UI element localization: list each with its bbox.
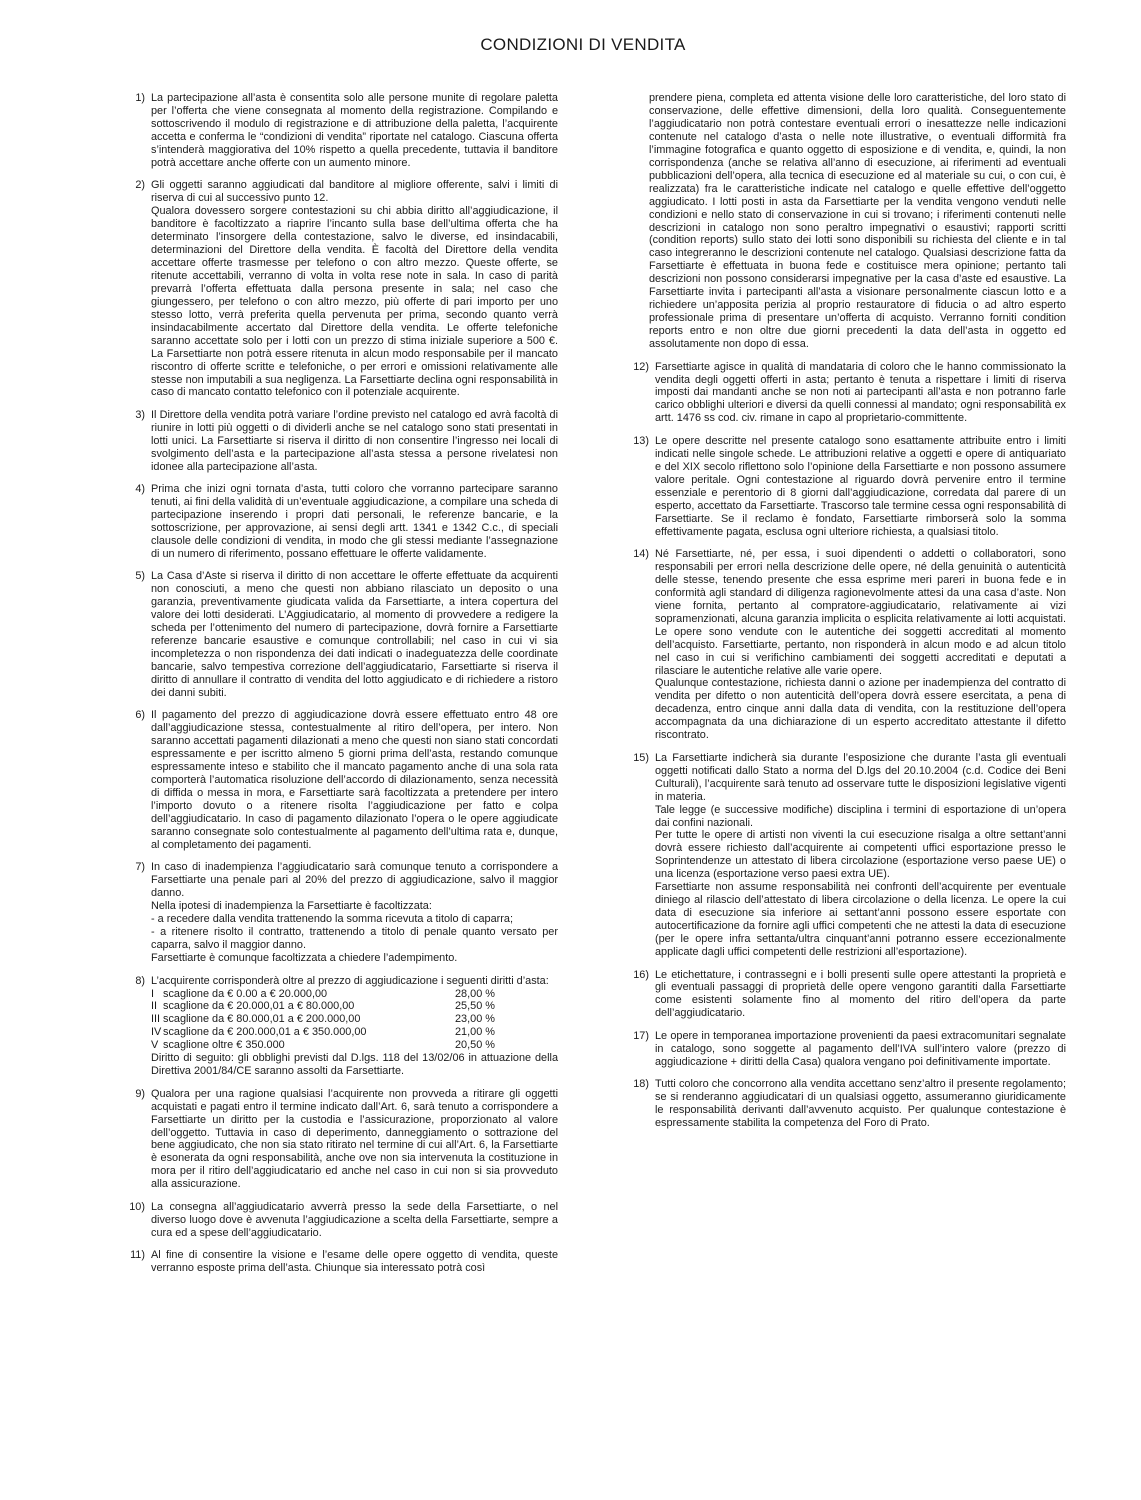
clause-number: 1): [135, 92, 145, 104]
clause-1: [118, 92, 558, 170]
clause-paragraph: Farsettiarte non assume responsabilità nei confronti dell’acquirente per eventuale diniego al rilascio dell’attestato di libera circolazione o della licenza. Le opere la cui data di esecuzione sia inferiore ai settant’anni possono essere esportate con autocertificazione da fornire agli uffici competenti che ne attesti la data di esecuzione (per le opere infra settanta/ultra cinquant’anni potranno essere eccezionalmente applicate dagli uffici competenti delle restrizioni all’esportazione).: [655, 881, 1066, 959]
clause-body: [151, 483, 558, 561]
clause-paragraph: Prima che inizi ogni tornata d’asta, tutti coloro che vorranno partecipare saranno tenuti, ai fini della validità di un’eventuale aggiudicazione, a compilare una scheda di partecipazione inserendo i propri dati personali, le referenze bancarie, e la sottoscrizione, per approvazione, ai sensi degli artt. 1341 e 1342 C.c., di speciali clausole delle condizioni di vendita, in modo che gli stessi mediante l’assegnazione di un numero di riferimento, possano effettuare le offerte validamente.: [151, 483, 558, 560]
clause-11-continuation: prendere piena, completa ed attenta visione delle loro caratteristiche, del loro stato di conservazione, delle effettive dimensioni, della loro qualità. Conseguentemente l’aggiudicatario non potrà contestare eventuali errori o inesattezze nelle indicazioni contenute nel catalogo d’asta o nelle note illustrative, o eventuali difformità fra l’immagine fotografica e quanto oggetto di esposizione e di vendita, e, quindi, la non corrispondenza (anche se relativa all’anno di esecuzione, ai riferimenti ad eventuali pubblicazioni dell’opera, alla tecnica di esecuzione ed al materiale su cui, o con cui, è realizzata) fra le caratteristiche indicate nel catalogo e quelle effettive dell’oggetto aggiudicato. I lotti posti in asta da Farsettiarte per la vendita vengono venduti nelle condizioni e nello stato di conservazione in cui si trovano; i riferimenti contenuti nelle descrizioni in catalogo non sono peraltro impegnativi o esaustivi; rapporti scritti (condition reports) sullo stato dei lotti sono disponibili su richiesta del cliente e in tal caso integreranno le descrizioni contenute nel catalogo. Qualsiasi descrizione fatta da Farsettiarte è effettuata in buona fede e costituisce mera opinione; pertanto tali descrizioni non possono considerarsi impegnative per la casa d’aste ed esaustive. La Farsettiarte invita i partecipanti all’asta a visionare personalmente ciascun lotto e a richiedere un’apposita perizia al proprio restauratore di fiducia o ad altro esperto professionale prima di presentare un’offerta di acquisto. Verranno forniti condition reports entro e non oltre due giorni precedenti la data dell’asta in oggetto ed assolutamente non dopo di essa.: [649, 92, 1066, 351]
clause-paragraph: Le opere descritte nel presente catalogo sono esattamente attribuite entro i limiti indicati nelle singole schede. Le attribuzioni relative a oggetti e opere di antiquariato e del XIX secolo riflettono solo l’opinione della Farsettiarte e non possono assumere valore peritale. Ogni contestazione al riguardo dovrà pervenire entro il termine essenziale e perentorio di 8 giorni dall’aggiudicazione, corredata dal parere di un esperto, accettato da Farsettiarte. Trascorso tale termine cessa ogni responsabilità di Farsettiarte. Se il reclamo è fondato, Farsettiarte rimborserà solo la somma effettivamente pagata, esclusa ogni ulteriore richiesta, a qualsiasi titolo.: [655, 434, 1066, 538]
clause-body: [655, 548, 1066, 742]
clause-body: [655, 969, 1066, 1021]
fee-bracket-row: [151, 1013, 558, 1026]
clause-number: 3): [135, 408, 145, 421]
clause-number: 14): [633, 547, 649, 560]
left-column: [118, 92, 558, 1285]
bracket-roman: IV: [151, 1026, 162, 1039]
clause-body: [151, 709, 558, 851]
clause-body: [655, 361, 1066, 426]
clause-18: [622, 1078, 1066, 1130]
fee-bracket-row: [151, 1039, 558, 1052]
clause-number: 2): [135, 179, 145, 192]
bracket-roman: I: [151, 987, 155, 1000]
clause-paragraph: In caso di inadempienza l’aggiudicatario sarà comunque tenuto a corrispondere a Farsettiarte una penale pari al 20% del prezzo di aggiudicazione, salvo il maggior danno.: [151, 861, 558, 900]
clause-body: [151, 1201, 558, 1240]
clause-body: [655, 1030, 1066, 1069]
fee-brackets-list: [151, 988, 558, 1053]
clause-paragraph: Il Direttore della vendita potrà variare l’ordine previsto nel catalogo ed avrà facoltà di riunire in lotti più oggetti o di dividerli anche se nel catalogo sono stati presentati in lotti unici. La Farsettiarte si riserva il diritto di non consentire l’ingresso nei locali di svolgimento dell’asta e la partecipazione all’asta stessa a persone rivelatesi non idonee alla partecipazione all’asta.: [151, 408, 558, 473]
bracket-label: scaglione da € 20.000,01 a € 80.000,00: [163, 1000, 355, 1013]
clause-number: 9): [135, 1087, 145, 1100]
clause-body: [655, 752, 1066, 959]
bracket-roman: V: [151, 1039, 159, 1052]
clause-paragraph: Tutti coloro che concorrono alla vendita accettano senz’altro il presente regolamento; se si renderanno aggiudicatari di un qualsiasi oggetto, assumeranno giuridicamente le responsabilità derivanti dall’avvenuto acquisto. Per qualunque contestazione è espressamente stabilita la competenza del Foro di Prato.: [655, 1078, 1066, 1130]
clause-paragraph: La consegna all’aggiudicatario avverrà presso la sede della Farsettiarte, o nel diverso luogo dove è avvenuta l’aggiudicazione a scelta della Farsettiarte, sempre a cura ed a spese dell’aggiudicatario.: [151, 1200, 558, 1239]
clause-number: 15): [633, 751, 649, 764]
fee-bracket-row: [151, 1000, 558, 1013]
clause-number: 12): [633, 360, 649, 373]
clause-number: 11): [130, 1249, 145, 1262]
clause-number: 5): [135, 570, 145, 583]
clause-paragraph: L’acquirente corrisponderà oltre al prezzo di aggiudicazione i seguenti diritti d’asta:: [151, 974, 549, 987]
clause-number: 4): [135, 483, 145, 496]
clause-body: [151, 409, 558, 474]
right-column: [622, 92, 1066, 1139]
clause-paragraph: Diritto di seguito: gli obblighi previsti dal D.lgs. 118 del 13/02/06 in attuazione della Direttiva 2001/84/CE saranno assolti da Farsettiarte.: [151, 1052, 558, 1078]
clause-body: [151, 1088, 558, 1192]
clause-4: [118, 483, 558, 561]
clause-number: 17): [633, 1029, 649, 1042]
clause-number: 8): [135, 974, 145, 987]
bracket-percentage: 21,00 %: [455, 1026, 495, 1039]
bracket-label: scaglione da € 0.00 a € 20.000,00: [163, 987, 328, 1000]
clause-body: [655, 1078, 1066, 1130]
clause-body: [151, 92, 558, 170]
bracket-percentage: 25,50 %: [455, 1000, 495, 1013]
clause-15: [622, 752, 1066, 959]
clause-16: [622, 969, 1066, 1021]
clause-paragraph: Qualora per una ragione qualsiasi l’acquirente non provveda a ritirare gli oggetti acquistati e pagati entro il termine indicato dall’Art. 6, sarà tenuto a corrispondere a Farsettiarte un diritto per la custodia e l’assicurazione, proporzionato al valore dell’oggetto. Tuttavia in caso di deperimento, danneggiamento o sottrazione del bene aggiudicato, che non sia stato ritirato nel termine di cui all’Art. 6, la Farsettiarte è esonerata da ogni responsabilità, anche ove non sia intervenuta la costituzione in mora per il ritiro dell’aggiudicatario ed anche nel caso in cui non si sia provveduto alla assicurazione.: [151, 1087, 558, 1191]
clause-paragraph: La partecipazione all’asta è consentita solo alle persone munite di regolare paletta per l’offerta che viene consegnata al momento della registrazione. Compilando e sottoscrivendo il modulo di registrazione e di attribuzione della paletta, l’acquirente accetta e conferma le “condizioni di vendita” riportate nel catalogo. Ciascuna offerta s’intenderà maggiorativa del 10% rispetto a quella precedente, tuttavia il banditore potrà accettare anche offerte con un aumento minore.: [151, 92, 558, 169]
clause-paragraph: Farsettiarte è comunque facoltizzata a chiedere l’adempimento.: [151, 952, 458, 965]
clause-14: [622, 548, 1066, 742]
fee-bracket-row: [151, 988, 558, 1001]
clause-8: [118, 975, 558, 1079]
clause-13: [622, 435, 1066, 539]
clause-body: [655, 435, 1066, 539]
clause-9: [118, 1088, 558, 1192]
clause-number: 16): [633, 968, 649, 981]
fee-bracket-row: [151, 1026, 558, 1039]
clause-paragraph: - a ritenere risolto il contratto, trattenendo a titolo di penale quanto versato per caparra, salvo il maggior danno.: [151, 926, 558, 952]
clause-3: [118, 409, 558, 474]
clause-number: 13): [633, 434, 649, 447]
clause-paragraph: Qualunque contestazione, richiesta danni o azione per inadempienza del contratto di vendita per difetto o non autenticità dell’opera dovrà essere esercitata, a pena di decadenza, entro cinque anni dalla data di vendita, con la restituzione dell’opera accompagnata da una dichiarazione di un esperto accreditato attestante il difetto riscontrato.: [655, 677, 1066, 742]
clause-paragraph: - a recedere dalla vendita trattenendo la somma ricevuta a titolo di caparra;: [151, 913, 514, 926]
bracket-roman: III: [151, 1013, 161, 1026]
bracket-percentage: 20,50 %: [455, 1039, 495, 1052]
clause-number: 7): [135, 861, 145, 874]
bracket-percentage: 28,00 %: [455, 987, 495, 1000]
clause-10: [118, 1201, 558, 1240]
clause-paragraph: Tale legge (e successive modifiche) disciplina i termini di esportazione di un’opera dai confini nazionali.: [655, 803, 1066, 829]
clause-paragraph: Il pagamento del prezzo di aggiudicazione dovrà essere effettuato entro 48 ore dall’aggiudicazione stessa, contestualmente al ritiro dell’opera, per intero. Non saranno accettati pagamenti dilazionati a meno che questi non siano stati concordati espressamente e per iscritto almeno 5 giorni prima dell’asta, restando comunque espressamente inteso e stabilito che il mancato pagamento anche di una sola rata comporterà l’automatica risoluzione dell’accordo di dilazionamento, senza necessità di diffida o messa in mora, e Farsettiarte sarà facoltizzata a pretendere per intero l’importo dovuto o a ritenere risolta l’aggiudicazione per fatto e colpa dell’aggiudicatario. In caso di pagamento dilazionato l’opera o le opere aggiudicate saranno consegnate solo contestualmente al pagamento dell’ultima rata e, dunque, al completamento dei pagamenti.: [151, 709, 558, 851]
clause-5: [118, 570, 558, 700]
clause-body: [151, 975, 558, 1079]
clause-body: [151, 179, 558, 399]
page-title: CONDIZIONI DI VENDITA: [480, 35, 686, 54]
clause-paragraph: Qualora dovessero sorgere contestazioni su chi abbia diritto all’aggiudicazione, il banditore è facoltizzato a riaprire l’incanto sulla base dell’ultima offerta che ha determinato l’insorgere della contestazione, salvo le diverse, ed insindacabili, determinazioni del Direttore della vendita. È facoltà del Direttore della vendita accettare offerte trasmesse per telefono o con altro mezzo. Queste offerte, se ritenute accettabili, verranno di volta in volta rese note in sala. In caso di parità prevarrà l’offerta effettuata dalla persona presente in sala; nel caso che giungessero, per telefono o con altro mezzo, più offerte di pari importo per uno stesso lotto, verrà preferita quella pervenuta per prima, secondo quanto verrà insindacabilmente accertato dal Direttore della vendita. Le offerte telefoniche saranno accettate solo per i lotti con un prezzo di stima iniziale superiore a 500 €. La Farsettiarte non potrà essere ritenuta in alcun modo responsabile per il mancato riscontro di offerte scritte e telefoniche, o per errori e omissioni relativamente alle stesse non imputabili a sua negligenza. La Farsettiarte declina ogni responsabilità in caso di mancato contatto telefonico con il potenziale acquirente.: [151, 205, 558, 399]
clause-paragraph: Né Farsettiarte, né, per essa, i suoi dipendenti o addetti o collaboratori, sono responsabili per errori nella descrizione delle opere, né della genuinità o autenticità delle stesse, tenendo presente che essa esprime meri pareri in buona fede e in conformità agli standard di diligenza ragionevolmente attesi da una casa d’aste. Non viene fornita, pertanto al compratore-aggiudicatario, relativamente ai vizi sopramenzionati, alcuna garanzia implicita o esplicita relativamente ai lotti acquistati. Le opere sono vendute con le autentiche dei soggetti accreditati al momento dell’acquisto. Farsettiarte, pertanto, non risponderà in alcun modo e ad alcun titolo nel caso in cui si verifichino cambiamenti dei soggetti accreditati e deputati a rilasciare le autentiche relative alle varie opere.: [655, 547, 1066, 677]
clause-paragraph: Nella ipotesi di inadempienza la Farsettiarte è facoltizzata:: [151, 900, 432, 913]
clause-body: [151, 570, 558, 700]
clause-paragraph: Per tutte le opere di artisti non viventi la cui esecuzione risalga a oltre settant’anni dovrà essere richiesto dall’acquirente ai competenti uffici esportazione presso le Soprintendenze un attestato di libera circolazione (esportazione verso paese UE) o una licenza (esportazione verso paesi extra UE).: [655, 829, 1066, 881]
clause-17: [622, 1030, 1066, 1069]
clause-body: [151, 1249, 558, 1275]
clause-number: 18): [633, 1078, 649, 1091]
clause-2: [118, 179, 558, 399]
bracket-label: scaglione da € 80.000,01 a € 200.000,00: [163, 1013, 361, 1026]
clause-12: [622, 361, 1066, 426]
clause-paragraph: Al fine di consentire la visione e l’esame delle opere oggetto di vendita, queste verranno esposte prima dell’asta. Chiunque sia interessato potrà così: [151, 1249, 558, 1275]
clause-paragraph: La Casa d’Aste si riserva il diritto di non accettare le offerte effettuate da acquirenti non conosciuti, a meno che questi non abbiano rilasciato un deposito o una garanzia, preventivamente giudicata valida da Farsettiarte, a intera copertura del valore dei lotti desiderati. L’Aggiudicatario, al momento di provvedere a redigere la scheda per l’ottenimento del numero di partecipazione, dovrà fornire a Farsettiarte referenze bancarie esaustive e comunque controllabili; nel caso in cui vi sia incompletezza o non rispondenza dei dati indicati o inadeguatezza delle coordinate bancarie, salvo tempestiva correzione dell’aggiudicatario, Farsettiarte si riserva il diritto di annullare il contratto di vendita del lotto aggiudicato e di richiedere a ristoro dei danni subiti.: [151, 570, 558, 699]
clause-paragraph: Farsettiarte agisce in qualità di mandataria di coloro che le hanno commissionato la vendita degli oggetti offerti in asta; pertanto è tenuta a rispettare i limiti di riserva imposti dai mandanti anche se non noti ai partecipanti all’asta e non potranno farle carico obblighi ulteriori e diversi da quelli connessi al mandato; ogni responsabilità ex artt. 1476 ss cod. civ. rimane in capo al proprietario-committente.: [655, 360, 1066, 425]
clause-6: [118, 709, 558, 851]
clause-11: [118, 1249, 558, 1275]
bracket-percentage: 23,00 %: [455, 1013, 495, 1026]
clause-paragraph: Le opere in temporanea importazione provenienti da paesi extracomunitari segnalate in catalogo, sono soggette al pagamento dell’IVA sull’intero valore (prezzo di aggiudicazione + diritti della Casa) qualora vengano poi definitivamente importate.: [655, 1029, 1066, 1068]
bracket-roman: II: [151, 1000, 158, 1013]
clause-number: 10): [129, 1200, 145, 1213]
clause-number: 6): [135, 709, 145, 722]
clause-paragraph: Le etichettature, i contrassegni e i bolli presenti sulle opere attestanti la proprietà e gli eventuali passaggi di proprietà delle opere vengono garantiti dalla Farsettiarte come esistenti solamente fino al momento del ritiro dell’opera da parte dell’aggiudicatario.: [655, 968, 1066, 1020]
bracket-label: scaglione oltre € 350.000: [163, 1039, 285, 1052]
clause-body: [151, 861, 558, 965]
clause-paragraph: Gli oggetti saranno aggiudicati dal banditore al migliore offerente, salvi i limiti di riserva di cui al successivo punto 12.: [151, 179, 558, 205]
bracket-label: scaglione da € 200.000,01 a € 350.000,00: [163, 1026, 367, 1039]
clause-paragraph: La Farsettiarte indicherà sia durante l’esposizione che durante l’asta gli eventuali oggetti notificati dallo Stato a norma del D.lgs del 20.10.2004 (c.d. Codice dei Beni Culturali), l’acquirente sarà tenuto ad osservare tutte le disposizioni legislative vigenti in materia.: [655, 751, 1066, 803]
clause-7: [118, 861, 558, 965]
